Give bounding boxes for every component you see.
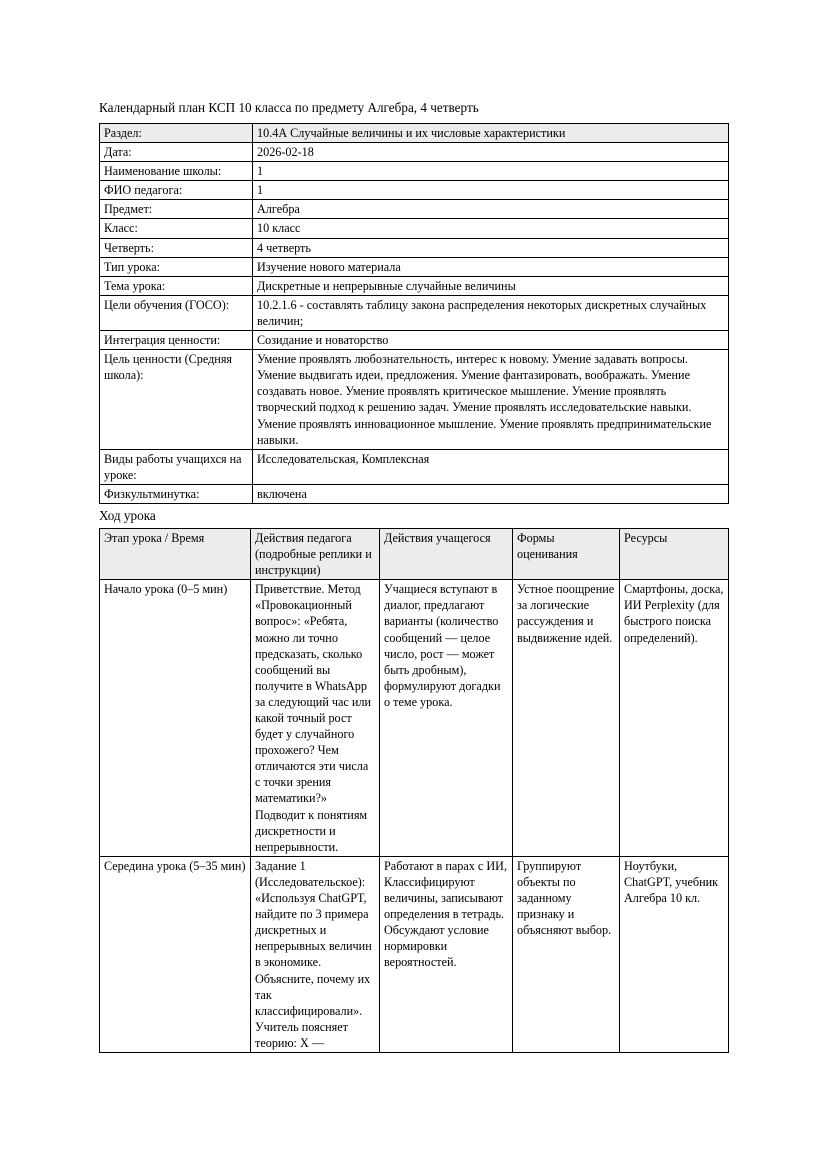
info-row-value: 10 класс bbox=[253, 219, 729, 238]
column-header: Ресурсы bbox=[620, 528, 729, 579]
info-row-label: Тип урока: bbox=[100, 257, 253, 276]
column-header: Действия учащегося bbox=[380, 528, 513, 579]
info-row-value: Алгебра bbox=[253, 200, 729, 219]
table-row bbox=[100, 238, 729, 257]
info-row-value: Изучение нового материала bbox=[253, 257, 729, 276]
student-actions-cell: Работают в парах с ИИ, Классифицируют величины, записывают определения в тетрадь. Обсуждают условие нормировки вероятностей. bbox=[380, 856, 513, 1052]
info-row-label: Класс: bbox=[100, 219, 253, 238]
info-row-value: 1 bbox=[253, 162, 729, 181]
table-row bbox=[100, 856, 729, 1052]
info-row-value: 2026-02-18 bbox=[253, 143, 729, 162]
info-row-label: Интеграция ценности: bbox=[100, 331, 253, 350]
lesson-info-table bbox=[99, 123, 729, 504]
column-header: Формы оценивания bbox=[513, 528, 620, 579]
stage-cell: Начало урока (0–5 мин) bbox=[100, 580, 251, 857]
resources-cell: Ноутбуки, ChatGPT, учебник Алгебра 10 кл. bbox=[620, 856, 729, 1052]
table-row bbox=[100, 276, 729, 295]
table-row bbox=[100, 143, 729, 162]
lesson-flow-heading: Ход урока bbox=[99, 507, 156, 523]
table-row bbox=[100, 484, 729, 503]
table-row bbox=[100, 257, 729, 276]
info-row-value: Умение проявлять любознательность, интерес к новому. Умение задавать вопросы. Умение выдвигать идеи, предложения. Умение фантазировать, воображать. Умение создавать новое. Умение проявлять критическое мышление. Умение проявлять творческий подход к решению задач. Умение проявлять исследовательские навыки. Умение проявлять инновационное мышление. Умение проявлять предпринимательские навыки. bbox=[253, 350, 729, 450]
table-row bbox=[100, 162, 729, 181]
teacher-actions-cell: Задание 1 (Исследовательское): «Используя ChatGPT, найдите по 3 примера дискретных и непрерывных величин в экономике. Объясните, почему их так классифицировали». Учитель поясняет теорию: X — bbox=[251, 856, 380, 1052]
info-row-value: 1 bbox=[253, 181, 729, 200]
info-row-label: Цель ценности (Средняя школа): bbox=[100, 350, 253, 450]
lesson-flow-table bbox=[99, 528, 729, 1053]
info-row-label: Предмет: bbox=[100, 200, 253, 219]
table-header-row bbox=[100, 528, 729, 579]
column-header: Этап урока / Время bbox=[100, 528, 251, 579]
table-row bbox=[100, 295, 729, 330]
table-row bbox=[100, 181, 729, 200]
column-header: Действия педагога (подробные реплики и инструкции) bbox=[251, 528, 380, 579]
info-row-label: Дата: bbox=[100, 143, 253, 162]
table-row bbox=[100, 124, 729, 143]
info-row-value: Созидание и новаторство bbox=[253, 331, 729, 350]
lesson-flow-table-body bbox=[100, 580, 729, 1053]
info-row-label: Раздел: bbox=[100, 124, 253, 143]
info-row-value: Исследовательская, Комплексная bbox=[253, 449, 729, 484]
info-row-label: Четверть: bbox=[100, 238, 253, 257]
info-row-label: ФИО педагога: bbox=[100, 181, 253, 200]
stage-cell: Середина урока (5–35 мин) bbox=[100, 856, 251, 1052]
assessment-forms-cell: Устное поощрение за логические рассуждения и выдвижение идей. bbox=[513, 580, 620, 857]
info-row-value: включена bbox=[253, 484, 729, 503]
info-row-label: Виды работы учащихся на уроке: bbox=[100, 449, 253, 484]
table-row bbox=[100, 350, 729, 450]
student-actions-cell: Учащиеся вступают в диалог, предлагают варианты (количество сообщений — целое число, рост — может быть дробным), формулируют догадки о теме урока. bbox=[380, 580, 513, 857]
table-row bbox=[100, 200, 729, 219]
info-row-value: Дискретные и непрерывные случайные величины bbox=[253, 276, 729, 295]
info-row-value: 10.4А Случайные величины и их числовые характеристики bbox=[253, 124, 729, 143]
table-row bbox=[100, 331, 729, 350]
table-row bbox=[100, 449, 729, 484]
page-title: Календарный план КСП 10 класса по предмету Алгебра, 4 четверть bbox=[99, 100, 479, 115]
lesson-info-table-body bbox=[100, 124, 729, 504]
resources-cell: Смартфоны, доска, ИИ Perplexity (для быстрого поиска определений). bbox=[620, 580, 729, 857]
info-row-label: Цели обучения (ГОСО): bbox=[100, 295, 253, 330]
info-row-value: 4 четверть bbox=[253, 238, 729, 257]
info-row-label: Физкультминутка: bbox=[100, 484, 253, 503]
table-row bbox=[100, 219, 729, 238]
info-row-label: Тема урока: bbox=[100, 276, 253, 295]
assessment-forms-cell: Группируют объекты по заданному признаку и объясняют выбор. bbox=[513, 856, 620, 1052]
lesson-flow-table-header bbox=[100, 528, 729, 579]
teacher-actions-cell: Приветствие. Метод «Провокационный вопрос»: «Ребята, можно ли точно предсказать, сколько сообщений вы получите в WhatsApp за следующий час или какой точный рост будет у случайного прохожего? Чем отличаются эти числа с точки зрения математики?» Подводит к понятиям дискретности и непрерывности. bbox=[251, 580, 380, 857]
table-row bbox=[100, 580, 729, 857]
info-row-value: 10.2.1.6 - составлять таблицу закона распределения некоторых дискретных случайных величин; bbox=[253, 295, 729, 330]
info-row-label: Наименование школы: bbox=[100, 162, 253, 181]
